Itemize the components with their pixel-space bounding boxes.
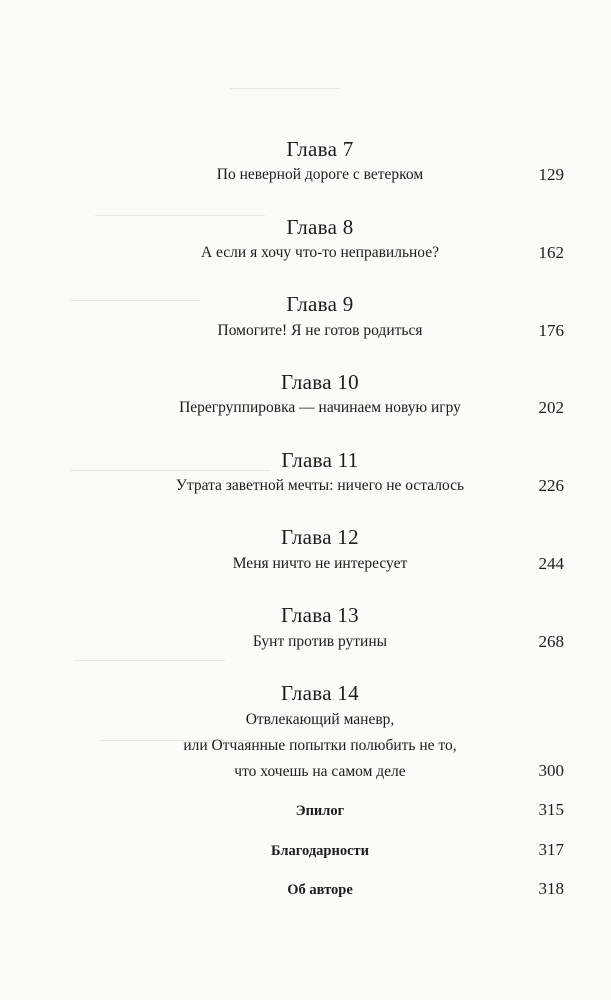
page-number: 176 (538, 321, 564, 340)
chapter-heading: Глава 7 (286, 137, 354, 161)
page-number: 268 (538, 632, 564, 651)
page-number: 300 (538, 761, 564, 780)
chapter-heading: Глава 13 (281, 603, 359, 627)
chapter-title-line: Отвлекающий маневр, (245, 711, 395, 728)
chapter-title-line: что хочешь на самом деле (234, 763, 406, 780)
chapter-title: Утрата заветной мечты: ничего не осталось (175, 477, 465, 494)
page-number: 226 (538, 476, 564, 495)
page-number: 318 (538, 879, 564, 898)
page-number: 317 (538, 840, 564, 859)
chapter-title: По неверной дороге с ветерком (216, 166, 424, 183)
chapter-title: Помогите! Я не готов родиться (217, 322, 423, 339)
chapter-title-line: или Отчаянные попытки полюбить не то, (183, 737, 457, 754)
chapter-heading: Глава 14 (281, 681, 359, 705)
chapter-title: А если я хочу что-то неправильное? (200, 244, 440, 261)
chapter-heading: Глава 8 (286, 215, 354, 239)
show-through-mark (230, 88, 340, 89)
chapter-title: Меня ничто не интересует (232, 555, 408, 572)
chapter-heading: Глава 9 (286, 292, 354, 316)
chapter-heading: Глава 10 (281, 370, 359, 394)
page-number: 244 (538, 554, 564, 573)
chapter-heading: Глава 12 (281, 525, 359, 549)
chapter-title: Перегруппировка — начинаем новую игру (179, 399, 461, 416)
page-number: 202 (538, 398, 564, 417)
back-matter-title: Об авторе (287, 882, 353, 898)
page-number: 129 (538, 165, 564, 184)
chapter-heading: Глава 11 (281, 448, 359, 472)
back-matter-title: Благодарности (270, 843, 369, 859)
page-number: 315 (538, 800, 564, 819)
back-matter-title: Эпилог (295, 803, 345, 819)
show-through-mark (75, 660, 225, 661)
chapter-title: Бунт против рутины (252, 633, 388, 650)
page-number: 162 (538, 243, 564, 262)
